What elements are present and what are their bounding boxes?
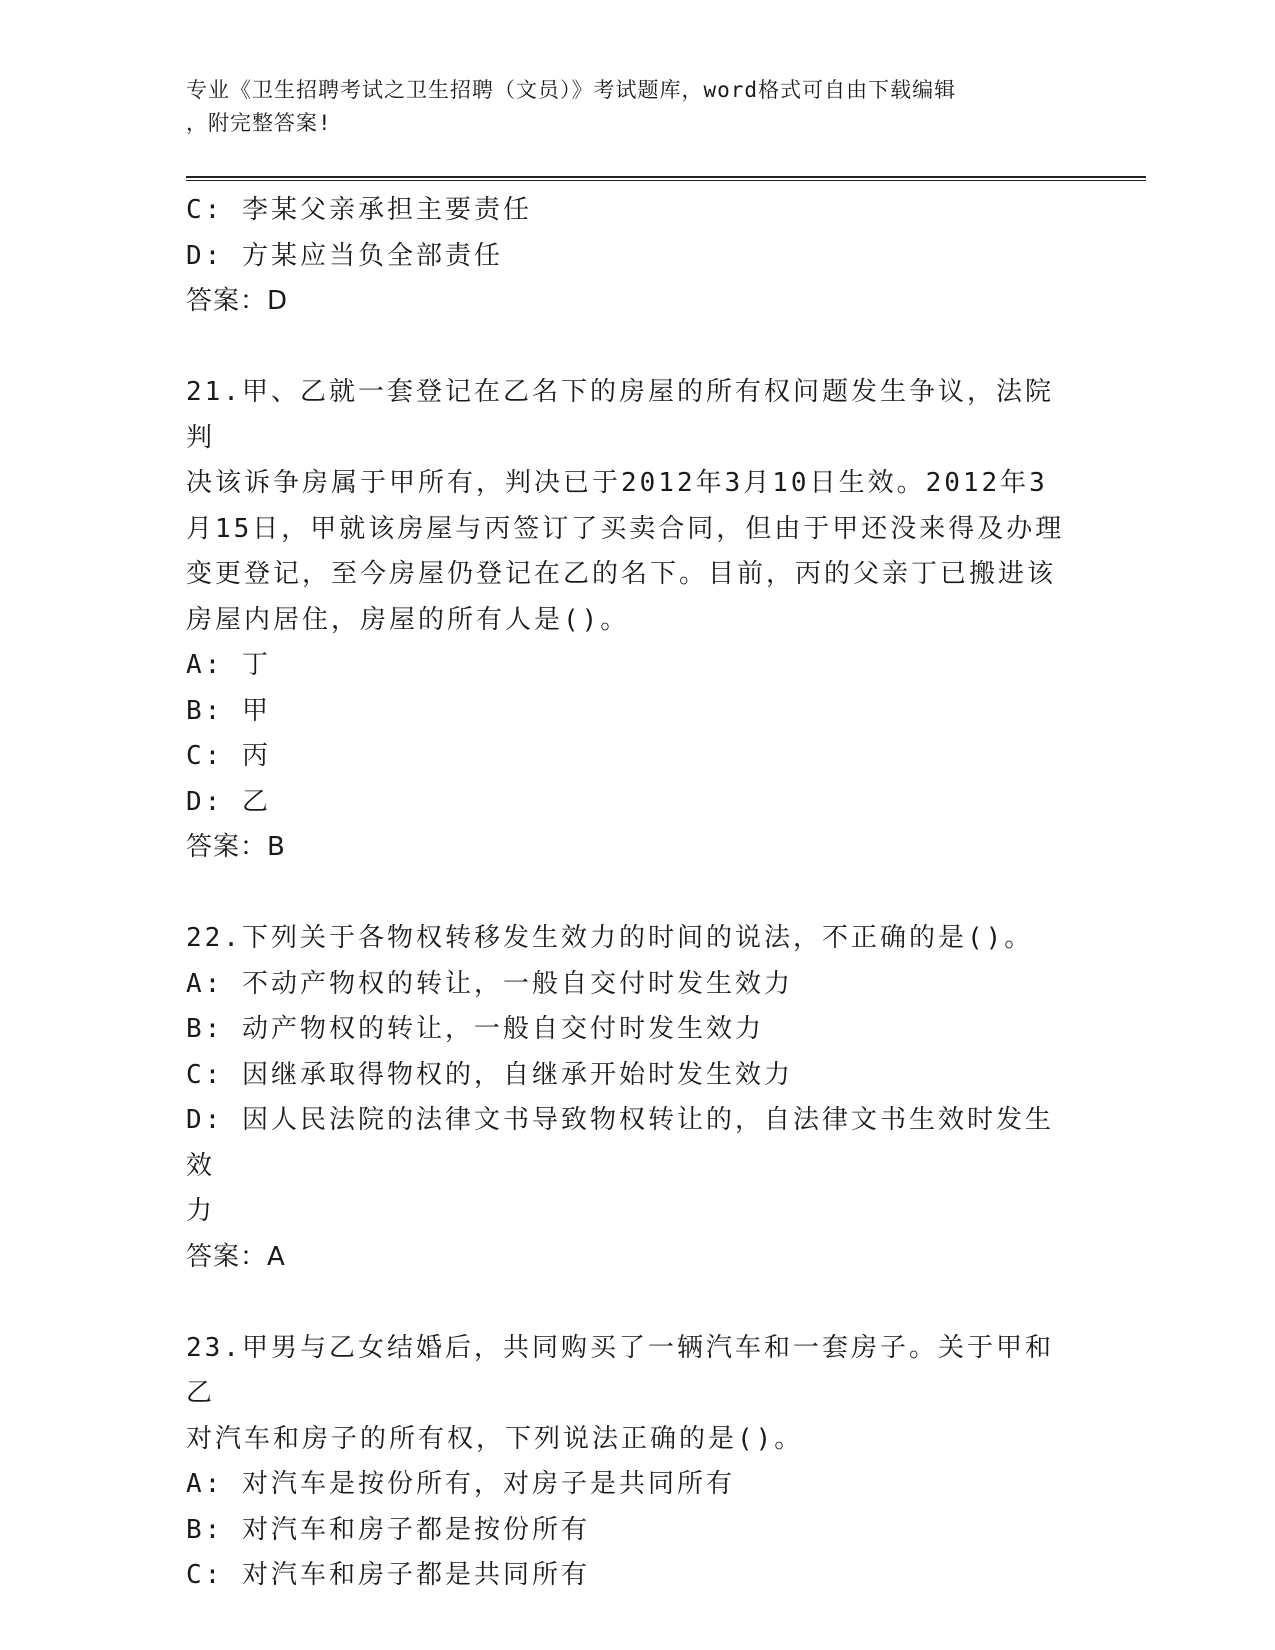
- option-b: B: 对汽车和房子都是按份所有: [186, 1514, 590, 1545]
- question-stem-line: 月15日，甲就该房屋与丙签订了买卖合同，但由于甲还没来得及办理: [186, 513, 1065, 544]
- option-d: D: 方某应当负全部责任: [186, 240, 503, 271]
- question-stem-line: 决该诉争房属于甲所有，判决已于2012年3月10日生效。2012年3: [186, 468, 1048, 498]
- question-20-tail: [186, 188, 1066, 325]
- option-b: B: 动产物权的转让，一般自交付时发生效力: [186, 1014, 764, 1044]
- question-stem-line: 对汽车和房子的所有权，下列说法正确的是()。: [186, 1423, 804, 1454]
- spacer: [186, 325, 1066, 371]
- header-divider: [186, 176, 1146, 181]
- option-d: D: 乙: [186, 786, 271, 817]
- option-a: A: 不动产物权的转让，一般自交付时发生效力: [186, 968, 793, 999]
- answer-line: 答案：D: [186, 286, 289, 316]
- option-c: C: 李某父亲承担主要责任: [186, 195, 532, 225]
- option-a: A: 丁: [186, 650, 271, 680]
- answer-line: 答案：A: [186, 1241, 286, 1272]
- option-a: A: 对汽车是按份所有，对房子是共同所有: [186, 1469, 735, 1499]
- header-title-line-2: ，附完整答案!: [186, 111, 332, 135]
- option-c: C: 对汽车和房子都是共同所有: [186, 1560, 590, 1590]
- question-list: [186, 188, 1066, 1599]
- question-stem-line: 23.甲男与乙女结婚后，共同购买了一辆汽车和一套房子。关于甲和乙: [186, 1332, 1054, 1408]
- question-22: [186, 916, 1066, 1280]
- option-c: C: 因继承取得物权的，自继承开始时发生效力: [186, 1059, 793, 1090]
- question-23: [186, 1326, 1066, 1599]
- option-b: B: 甲: [186, 695, 271, 726]
- question-21: [186, 370, 1066, 871]
- option-d: D: 因人民法院的法律文书导致物权转让的，自法律文书生效时发生效: [186, 1105, 1054, 1181]
- spacer: [186, 871, 1066, 917]
- answer-line: 答案：B: [186, 832, 286, 862]
- question-stem-line: 22.下列关于各物权转移发生效力的时间的说法，不正确的是()。: [186, 923, 1034, 953]
- question-stem-line: 21.甲、乙就一套登记在乙名下的房屋的所有权问题发生争议，法院判: [186, 377, 1054, 453]
- option-c: C: 丙: [186, 741, 271, 771]
- option-d-continuation: 力: [186, 1196, 216, 1226]
- question-stem-line: 房屋内居住，房屋的所有人是()。: [186, 604, 630, 635]
- document-header: [186, 74, 1066, 140]
- header-title-line-1: 专业《卫生招聘考试之卫生招聘（文员）》考试题库，word格式可自由下载编辑: [186, 78, 957, 102]
- spacer: [186, 1280, 1066, 1326]
- question-stem-line: 变更登记，至今房屋仍登记在乙的名下。目前，丙的父亲丁已搬进该: [186, 559, 1057, 589]
